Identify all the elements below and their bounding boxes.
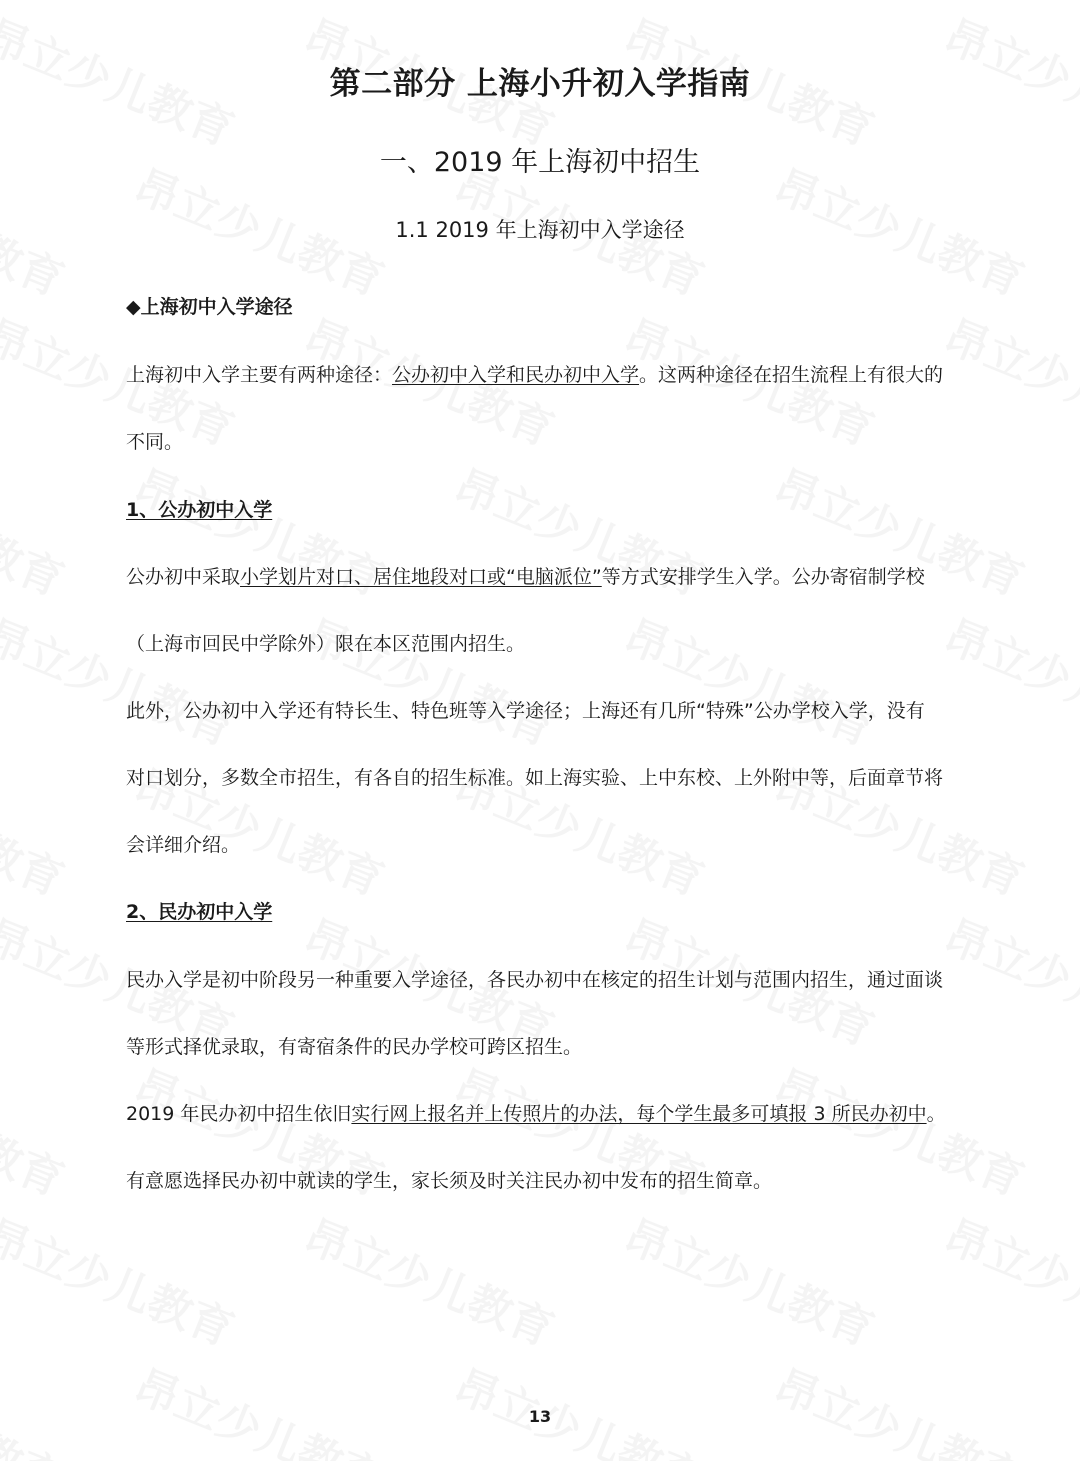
public-text-tail: 等方式安排学生入学。公办寄宿制学校 [601, 566, 925, 588]
intro-text: 上海初中入学主要有两种途径： [126, 364, 393, 386]
public-paragraph-1-line-1 [126, 562, 996, 589]
private-paragraph-2-line-1 [126, 1099, 996, 1126]
public-underlined-text: 小学划片对口、居住地段对口或“电脑派位” [240, 566, 602, 588]
intro-underlined-text: 公办初中入学和民办初中入学 [392, 364, 640, 386]
private-underlined-text: 实行网上报名并上传照片的办法，每个学生最多可填报 3 所民办初中 [351, 1103, 927, 1125]
public-text: 公办初中采取 [126, 566, 241, 588]
public-paragraph-2-line-1: 此外，公办初中入学还有特长生、特色班等入学途径；上海还有几所“特殊”公办学校入学，没有 [126, 700, 925, 722]
page-number: 13 [528, 1407, 552, 1426]
public-paragraph-2-line-2: 对口划分，多数全市招生，有各自的招生标准。如上海实验、上中东校、上外附中等，后面章节将 [126, 767, 944, 789]
page-title: 第二部分 上海小升初入学指南 [329, 66, 751, 102]
section-title: 一、2019 年上海初中招生 [379, 147, 701, 178]
intro-line-1 [126, 360, 996, 387]
private-text-tail: 。 [926, 1103, 946, 1125]
intro-text-tail: 。这两种途径在招生流程上有很大的 [639, 364, 944, 386]
subsection-title: 1.1 2019 年上海初中入学途径 [395, 218, 685, 242]
private-paragraph-2-line-2: 有意愿选择民办初中就读的学生，家长须及时关注民办初中发布的招生简章。 [126, 1170, 773, 1192]
public-school-heading: 1、公办初中入学 [126, 499, 273, 521]
public-paragraph-1-line-2: （上海市回民中学除外）限在本区范围内招生。 [126, 633, 526, 655]
private-text: 2019 年民办初中招生依旧 [126, 1103, 352, 1125]
private-paragraph-1-line-2: 等形式择优录取，有寄宿条件的民办学校可跨区招生。 [126, 1036, 583, 1058]
bullet-heading: ◆上海初中入学途径 [126, 296, 293, 318]
intro-line-2: 不同。 [126, 431, 184, 453]
private-school-heading: 2、民办初中入学 [126, 901, 273, 923]
public-paragraph-2-line-3: 会详细介绍。 [126, 834, 241, 856]
private-paragraph-1-line-1: 民办入学是初中阶段另一种重要入学途径，各民办初中在核定的招生计划与范围内招生，通过面谈 [126, 969, 944, 991]
